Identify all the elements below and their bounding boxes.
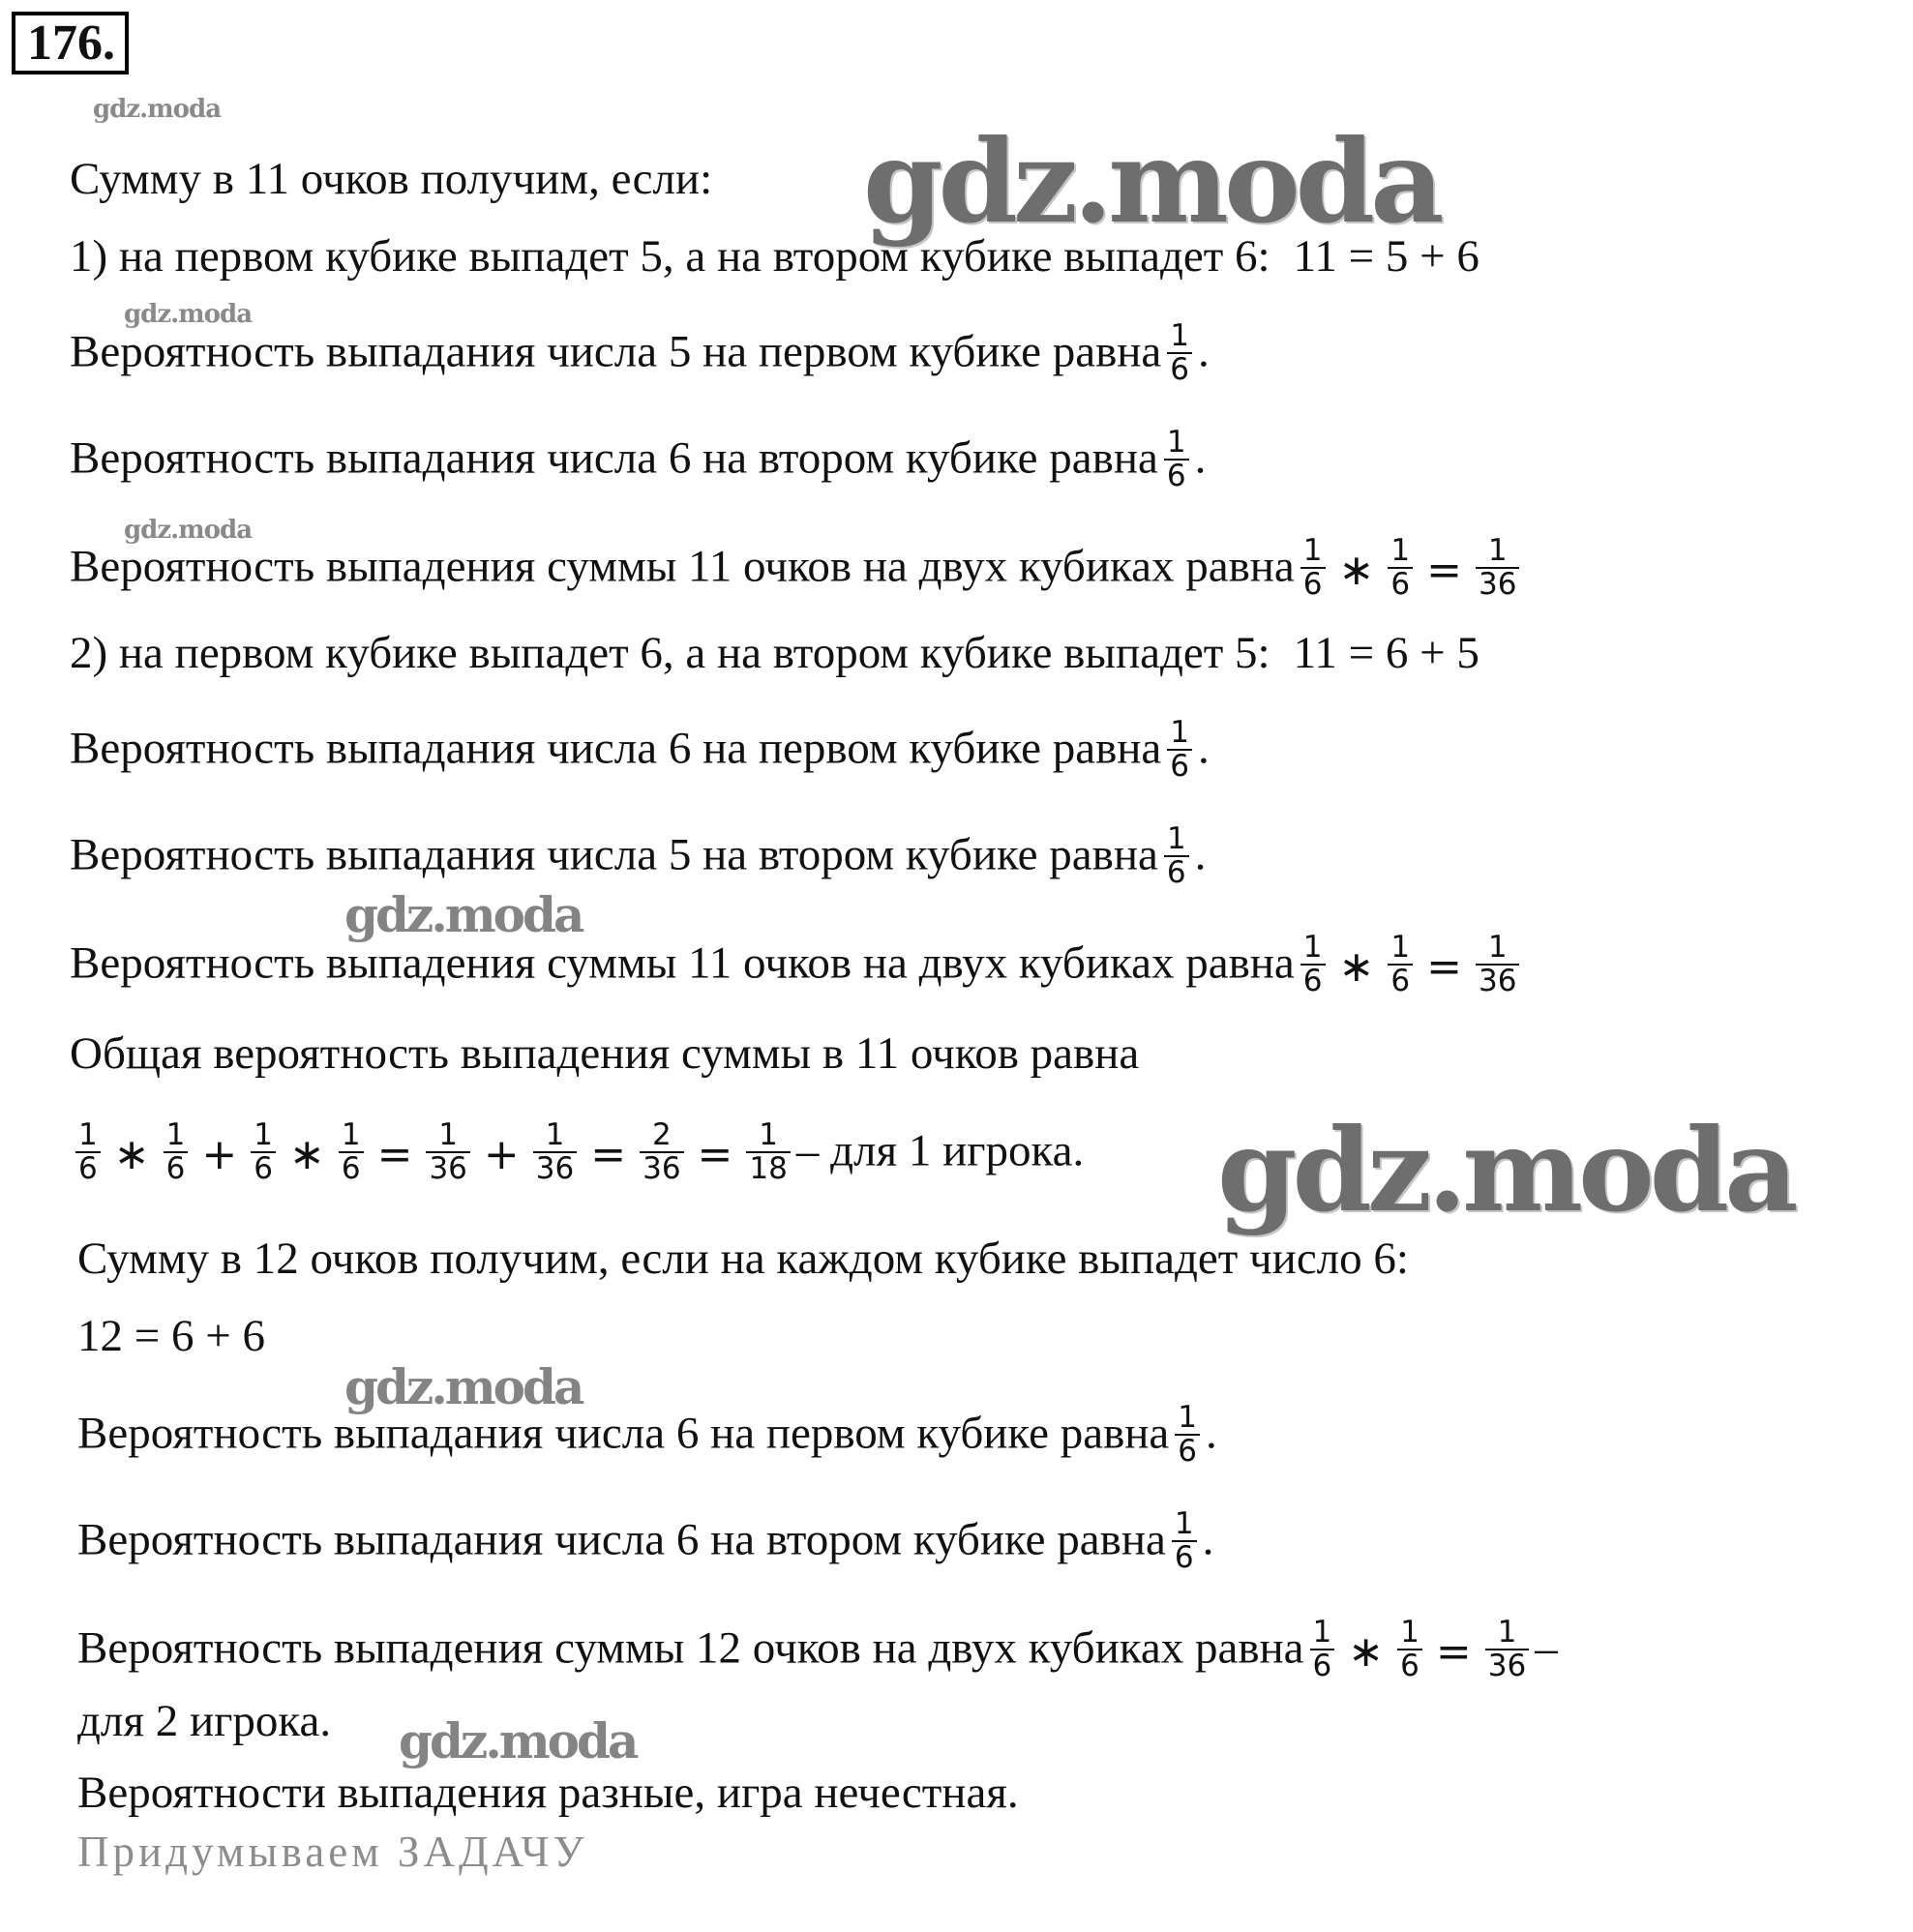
fraction: $\frac{1}{36}$ (1476, 932, 1519, 996)
text-line: Вероятность выпадания числа 5 на первом кубике равна $\frac{1}{6}$ . (70, 318, 1210, 387)
watermark-medium: gdz.moda (399, 1712, 637, 1769)
text-line (70, 628, 1480, 678)
fraction: $\frac{1}{6}$ (1167, 717, 1192, 782)
probability-text: Вероятность выпадания числа 6 на втором кубике равна (77, 1514, 1166, 1565)
fraction: $\frac{1}{6}$ (1175, 1402, 1200, 1467)
fraction: $\frac{1}{6}$ (1300, 932, 1326, 996)
probability-text: Вероятность выпадения суммы 11 очков на двух кубиках равна (70, 541, 1295, 592)
fraction: $\frac{1}{6}$ (251, 1119, 276, 1184)
text-line: для 2 игрока. (77, 1696, 332, 1746)
probability-text: Вероятность выпадания числа 5 на первом кубике равна (70, 326, 1162, 377)
footer-heading: Придумываем ЗАДАЧУ (77, 1828, 588, 1876)
probability-text: Вероятность выпадания числа 6 на первом кубике равна (77, 1408, 1170, 1459)
watermark-small: gdz.moda (124, 516, 253, 545)
text-line: Вероятность выпадания числа 5 на втором кубике равна $\frac{1}{6}$ . (70, 821, 1207, 890)
probability-text: Вероятность выпадания числа 6 на втором кубике равна (70, 432, 1158, 484)
fraction: $\frac{1}{6}$ (1388, 535, 1413, 600)
fraction: $\frac{1}{6}$ (1164, 427, 1189, 491)
total-probability-equation: $\frac{1}{6}$ ∗ $\frac{1}{6}$ + $\frac{1}{6}$ ∗ $\frac{1}{6}$ = $\frac{1}{36}$ + $\frac{1}{36}$ = $\frac{2}{36}$ = $\frac{1}{18}$ – для 1 игрока. (70, 1122, 1084, 1187)
text-line (70, 231, 1480, 282)
probability-text: Вероятность выпадания числа 5 на втором кубике равна (70, 829, 1158, 880)
fraction: $\frac{1}{6}$ (75, 1119, 101, 1184)
text-line: Вероятность выпадания числа 6 на первом кубике равна $\frac{1}{6}$ . (70, 715, 1210, 784)
fraction: $\frac{1}{6}$ (1167, 320, 1192, 385)
text-line: Вероятность выпадения суммы 11 очков на двух кубиках равна $\frac{1}{6}$ ∗ $\frac{1}{6}$ = $\frac{1}{36}$ (70, 538, 1525, 603)
fraction: $\frac{1}{6}$ (1300, 535, 1326, 600)
watermark-large: gdz.moda (863, 114, 1440, 249)
text-line: Сумму в 12 очков получим, если на каждом кубике выпадет число 6: (77, 1234, 1409, 1284)
text-line: Общая вероятность выпадения суммы в 11 очков равна (70, 1028, 1140, 1079)
fraction: $\frac{1}{6}$ (1164, 823, 1189, 888)
problem-number: 176. (12, 12, 129, 74)
case-1-equation: 11 = 5 + 6 (1293, 231, 1480, 282)
text-line: Вероятность выпадания числа 6 на втором кубике равна $\frac{1}{6}$ . (77, 1506, 1214, 1575)
fraction: $\frac{1}{36}$ (1485, 1617, 1529, 1681)
fraction: $\frac{1}{36}$ (533, 1119, 577, 1184)
fraction: $\frac{1}{6}$ (1172, 1508, 1197, 1573)
text-line: Сумму в 11 очков получим, если: (70, 154, 713, 204)
player-1-label: – для 1 игрока. (795, 1125, 1085, 1176)
fraction: $\frac{1}{36}$ (426, 1119, 469, 1184)
watermark-medium: gdz.moda (344, 886, 583, 943)
watermark-small: gdz.moda (93, 95, 222, 124)
probability-text: Вероятность выпадения суммы 12 очков на двух кубиках равна (77, 1622, 1304, 1674)
fraction: $\frac{1}{6}$ (1397, 1617, 1422, 1681)
text-line: 12 = 6 + 6 (77, 1311, 266, 1361)
fraction: $\frac{2}{36}$ (640, 1119, 683, 1184)
text-line: Вероятность выпадения суммы 11 очков на двух кубиках равна $\frac{1}{6}$ ∗ $\frac{1}{6}$ = $\frac{1}{36}$ (70, 935, 1525, 999)
watermark-large: gdz.moda (1217, 1103, 1794, 1237)
case-2-text: 2) на первом кубике выпадет 6, а на втором кубике выпадет 5: (70, 628, 1270, 678)
text-line: Вероятность выпадения суммы 12 очков на двух кубиках равна $\frac{1}{6}$ ∗ $\frac{1}{6}$ = $\frac{1}{36}$ – (77, 1615, 1558, 1683)
fraction: $\frac{1}{6}$ (1310, 1617, 1335, 1681)
watermark-small: gdz.moda (124, 300, 253, 329)
fraction: $\frac{1}{6}$ (164, 1119, 189, 1184)
case-2-equation: 11 = 6 + 5 (1293, 628, 1480, 678)
text-line: Вероятность выпадания числа 6 на втором кубике равна $\frac{1}{6}$ . (70, 425, 1207, 493)
fraction: $\frac{1}{36}$ (1476, 535, 1519, 600)
watermark-medium: gdz.moda (344, 1358, 583, 1415)
fraction: $\frac{1}{6}$ (1388, 932, 1413, 996)
fraction: $\frac{1}{18}$ (746, 1119, 790, 1184)
probability-text: Вероятность выпадания числа 6 на первом кубике равна (70, 723, 1162, 774)
conclusion: Вероятности выпадения разные, игра нечестная. (77, 1768, 1019, 1818)
text-line: Вероятность выпадания числа 6 на первом кубике равна $\frac{1}{6}$ . (77, 1400, 1217, 1469)
probability-text: Вероятность выпадения суммы 11 очков на двух кубиках равна (70, 937, 1295, 989)
fraction: $\frac{1}{6}$ (339, 1119, 364, 1184)
case-1-text: 1) на первом кубике выпадет 5, а на втором кубике выпадет 6: (70, 231, 1270, 282)
